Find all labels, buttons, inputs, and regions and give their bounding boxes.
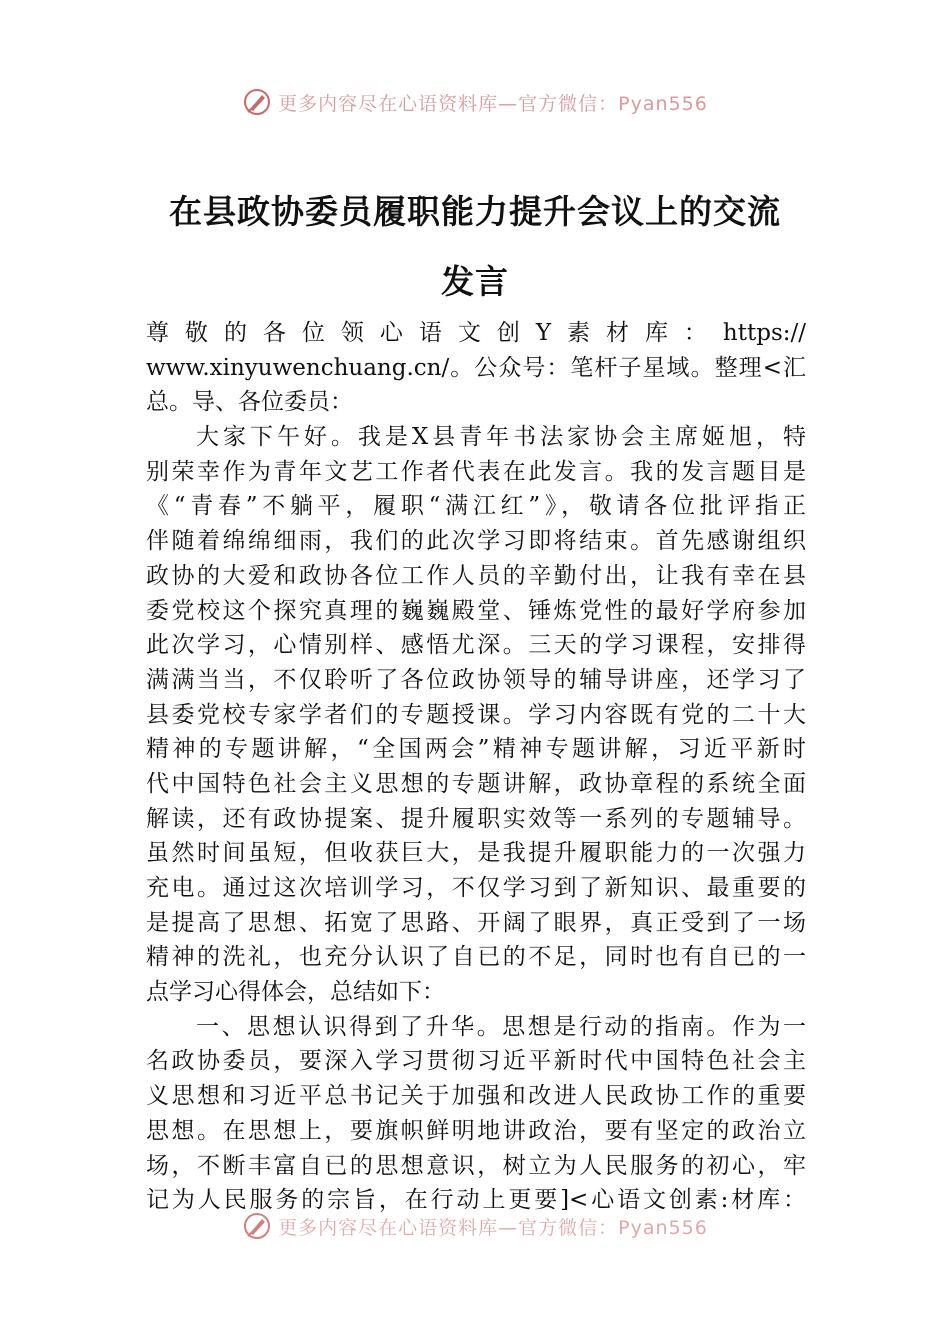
body-line: 尊敬的各位领心语文创Y素材库：https://: [146, 320, 806, 346]
document-title-line-1: 在县政协委员履职能力提升会议上的交流: [169, 192, 781, 231]
body-line: 充电。通过这次培训学习，不仅学习到了新知识、最重要的: [146, 875, 806, 901]
pen-seal-icon: [242, 87, 272, 117]
body-line: 精神的专题讲解，“全国两会”精神专题讲解，习近平新时: [146, 736, 806, 763]
body-line: 解读，还有政协提案、提升履职实效等一系列的专题辅导。: [146, 805, 806, 832]
body-line: 伴随着绵绵细雨，我们的此次学习即将结束。首先感谢组织: [146, 528, 806, 555]
body-line: 是提高了思想、拓宽了思路、开阔了眼界，真正受到了一场: [146, 909, 806, 936]
document-title-line-2: 发言: [441, 262, 509, 301]
header-watermark: [0, 84, 950, 120]
body-line: 义思想和习近平总书记关于加强和改进人民政协工作的重要: [146, 1083, 806, 1110]
body-line: 虽然时间虽短，但收获巨大，是我提升履职能力的一次强力: [146, 840, 806, 867]
body-line: 精神的洗礼，也充分认识了自已的不足，同时也有自已的一: [146, 944, 806, 971]
document-body: [146, 316, 806, 1218]
body-line: 记为人民服务的宗旨，在行动上更要]<心语文创素:材库：: [146, 1187, 806, 1214]
body-line: 总。导、各位委员：: [146, 389, 353, 416]
footer-watermark: [0, 1208, 950, 1244]
body-line: 委党校这个探究真理的巍巍殿堂、锤炼党性的最好学府参加: [146, 597, 806, 624]
body-line: 县委党校专家学者们的专题授课。学习内容既有党的二十大: [146, 701, 806, 728]
body-line: www.xinyuwenchuang.cn/。公众号：笔杆子星域。整理<汇: [146, 354, 806, 381]
body-line: 此次学习，心情别样、感悟尤深。三天的学习课程，安排得: [146, 632, 806, 659]
watermark-text: 更多内容尽在心语资料库—官方微信：Pyan556: [278, 1216, 708, 1239]
body-line: 代中国特色社会主义思想的专题讲解，政协章程的系统全面: [146, 770, 806, 797]
body-line: 思想。在思想上，要旗帜鲜明地讲政治，要有坚定的政治立: [146, 1117, 806, 1144]
body-line: 场，不断丰富自已的思想意识，树立为人民服务的初心，牢: [146, 1152, 806, 1179]
body-line: 名政协委员，要深入学习贯彻习近平新时代中国特色社会主: [146, 1048, 806, 1075]
pen-seal-icon: [242, 1211, 272, 1241]
body-line: 一、思想认识得到了升华。思想是行动的指南。作为一: [196, 1013, 806, 1040]
body-line: 满满当当，不仅聆听了各位政协领导的辅导讲座，还学习了: [146, 666, 806, 693]
body-line: 大家下午好。我是X县青年书法家协会主席姬旭，特: [196, 424, 806, 451]
watermark-text: 更多内容尽在心语资料库—官方微信：Pyan556: [278, 92, 708, 115]
body-line: 点学习心得体会，总结如下：: [146, 979, 445, 1006]
body-line: 别荣幸作为青年文艺工作者代表在此发言。我的发言题目是: [146, 458, 806, 485]
body-line: 政协的大爱和政协各位工作人员的辛勤付出，让我有幸在县: [146, 562, 806, 589]
body-line: 《“青春”不躺平，履职“满江红”》，敬请各位批评指正: [146, 493, 806, 520]
